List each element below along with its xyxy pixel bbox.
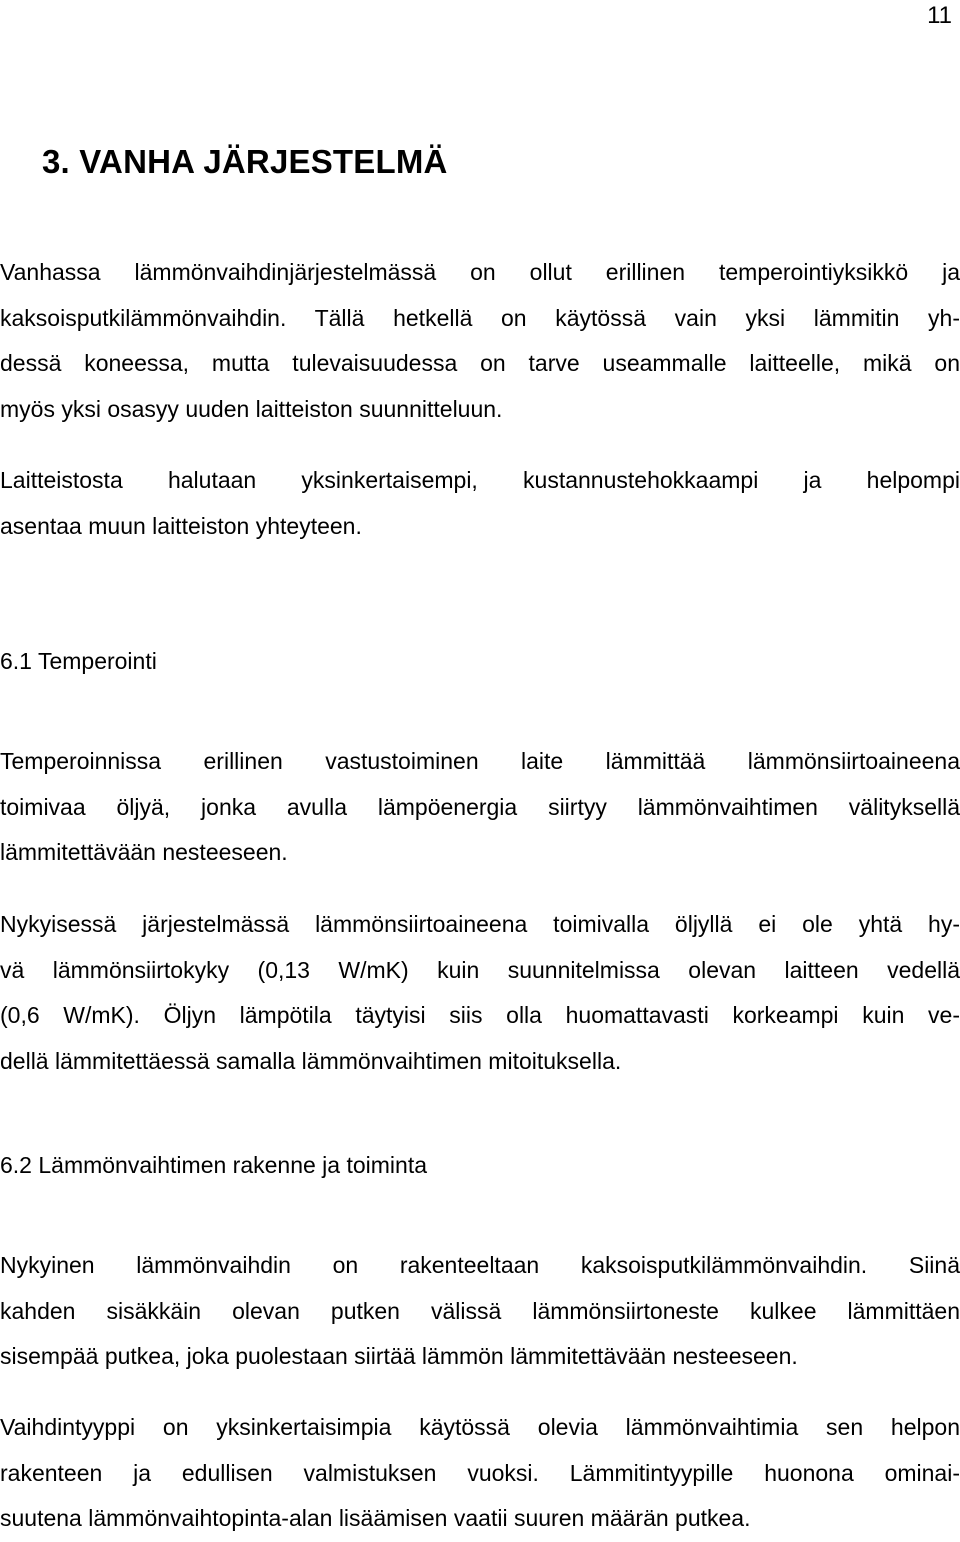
rakenne-paragraph-1 <box>0 1243 960 1380</box>
text-line: dellä lämmitettäessä samalla lämmönvaihtimen mitoituksella. <box>0 1047 622 1074</box>
text-line: Vanhassa lämmönvaihdinjärjestelmässä on ollut erillinen temperointiyksikkö ja <box>0 259 960 285</box>
chapter-title: 3. VANHA JÄRJESTELMÄ <box>42 143 448 180</box>
text-line: Temperoinnissa erillinen vastustoiminen laite lämmittää lämmönsiirtoaineena <box>0 748 960 774</box>
intro-paragraph-1 <box>0 48 960 432</box>
text-line: kahden sisäkkäin olevan putken välissä lämmönsiirtoneste kulkee lämmittäen <box>0 1297 960 1324</box>
text-line: Vaihdintyyppi on yksinkertaisimpia käytössä olevia lämmönvaihtimia sen helpon <box>0 1414 960 1440</box>
text-line: sisempää putkea, joka puolestaan siirtää lämmön lämmitettävään nesteeseen. <box>0 1343 798 1369</box>
rakenne-paragraph-2 <box>0 1405 960 1542</box>
text-line: Laitteistosta halutaan yksinkertaisempi, kustannustehokkaampi ja helpompi <box>0 467 960 493</box>
section-title-rakenne: 6.2 Lämmönvaihtimen rakenne ja toiminta <box>0 1152 428 1178</box>
text-line: kaksoisputkilämmönvaihdin. Tällä hetkellä on käytössä vain yksi lämmitin yh- <box>0 304 960 331</box>
text-line: rakenteen ja edullisen valmistuksen vuoksi. Lämmitintyypille huonona ominai- <box>0 1459 960 1486</box>
text-line: suutena lämmönvaihtopinta-alan lisäämisen vaatii suuren määrän putkea. <box>0 1505 751 1531</box>
page-number: 11 <box>927 2 952 29</box>
text-line: Nykyisessä järjestelmässä lämmönsiirtoaineena toimivalla öljyllä ei ole yhtä hy- <box>0 911 960 937</box>
text-line: (0,6 W/mK). Öljyn lämpötila täytyisi siis olla huomattavasti korkeampi kuin ve- <box>0 1002 960 1028</box>
text-line: toimivaa öljyä, jonka avulla lämpöenergia siirtyy lämmönvaihtimen välityksellä <box>0 793 960 820</box>
text-line: dessä koneessa, mutta tulevaisuudessa on tarve useammalle laitteelle, mikä on <box>0 350 960 376</box>
temperointi-paragraph-1 <box>0 739 960 876</box>
text-line: lämmitettävään nesteeseen. <box>0 839 288 865</box>
temperointi-paragraph-2 <box>0 902 960 1084</box>
section-title-temperointi: 6.1 Temperointi <box>0 648 157 674</box>
text-line: asentaa muun laitteiston yhteyteen. <box>0 512 362 539</box>
text-line: Nykyinen lämmönvaihdin on rakenteeltaan kaksoisputkilämmönvaihdin. Siinä <box>0 1252 960 1278</box>
text-line: myös yksi osasyy uuden laitteiston suunnitteluun. <box>0 395 503 422</box>
intro-paragraph-2 <box>0 458 960 549</box>
text-line: vä lämmönsiirtokyky (0,13 W/mK) kuin suunnitelmissa olevan laitteen vedellä <box>0 956 960 983</box>
